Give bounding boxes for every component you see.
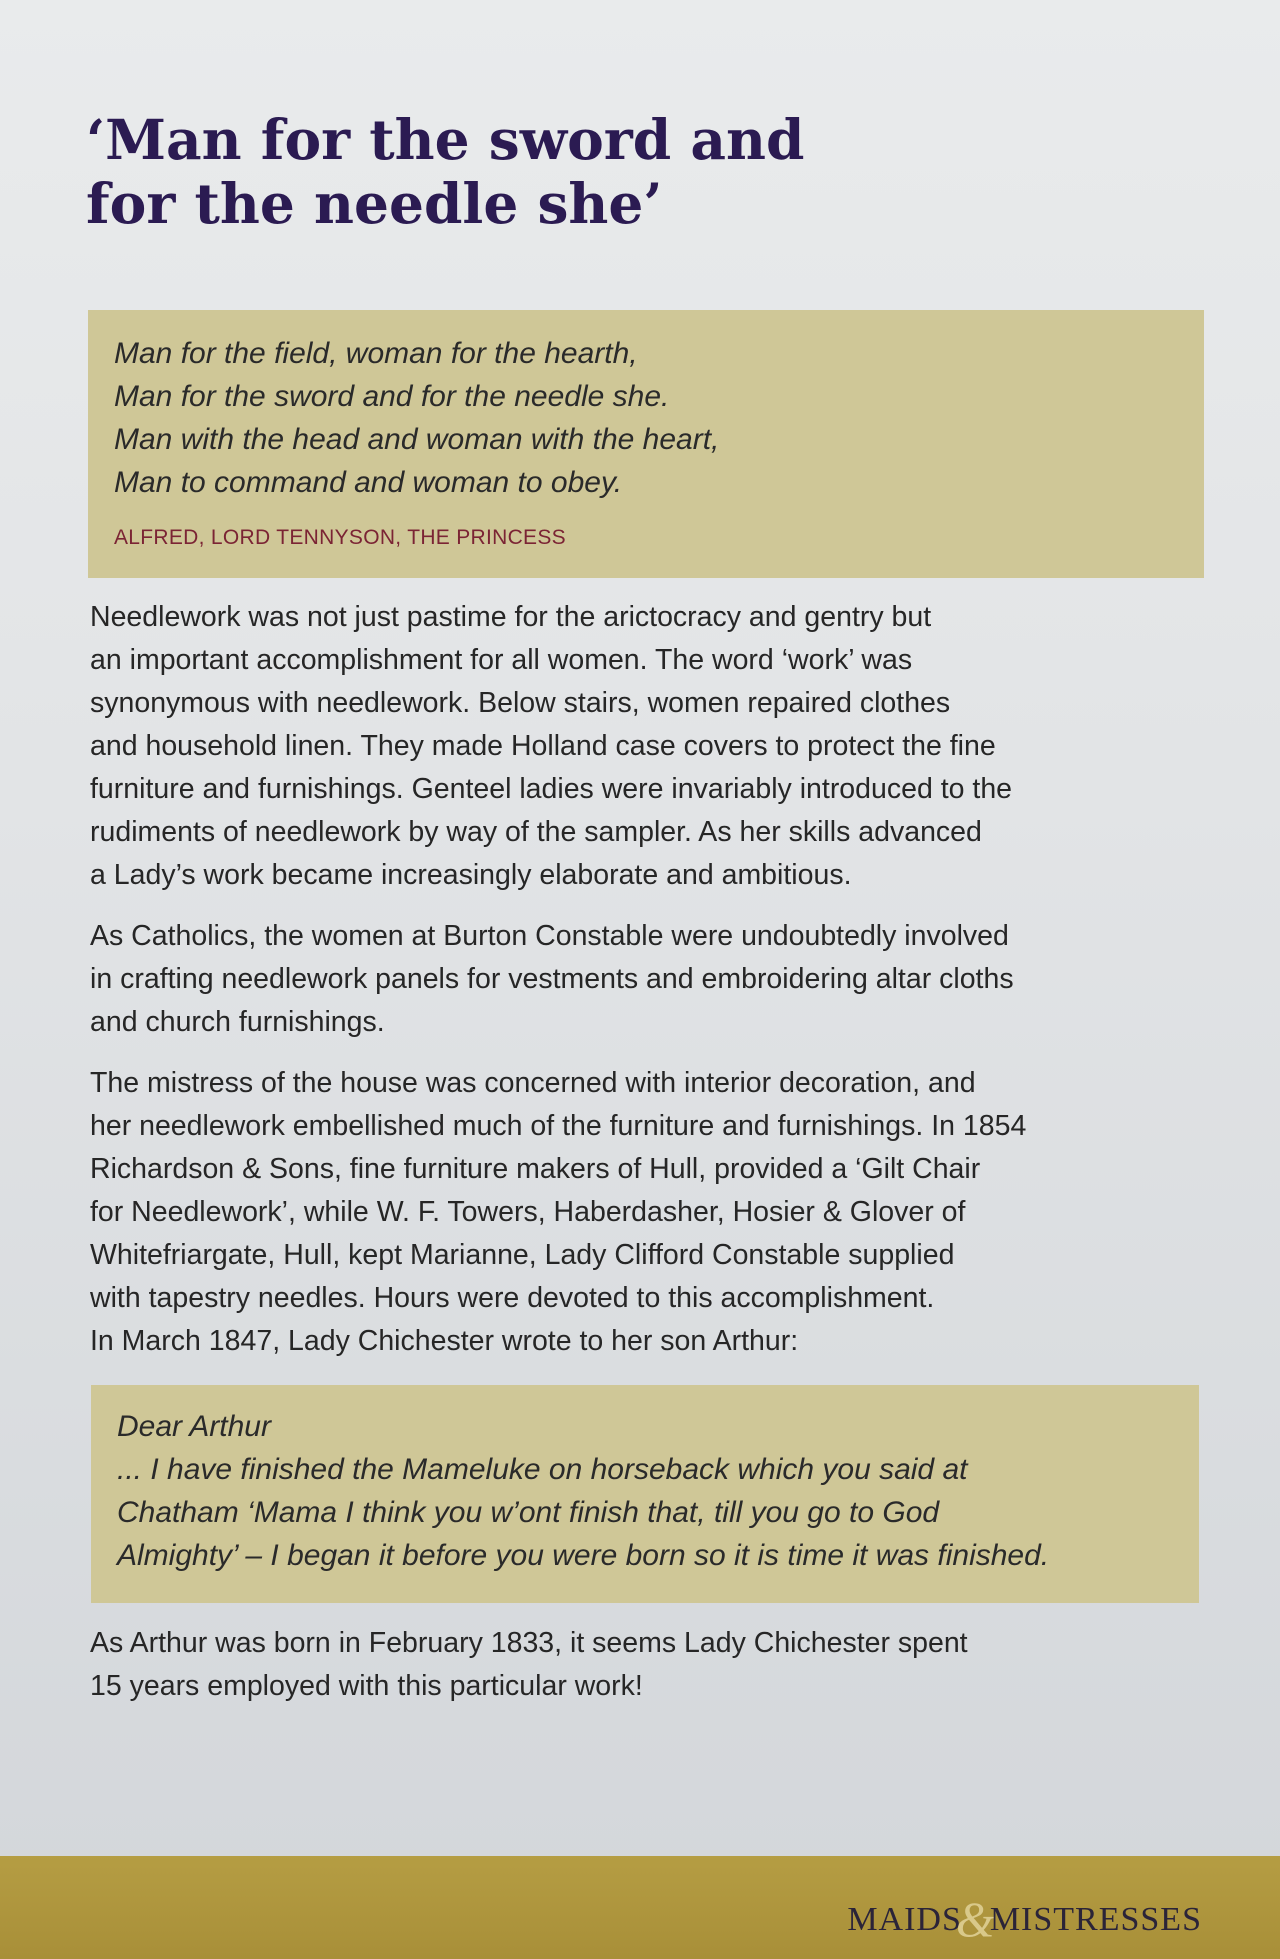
verse-attribution: ALFRED, LORD TENNYSON, THE PRINCESS bbox=[114, 526, 566, 549]
verse-line: Man for the field, woman for the hearth, bbox=[114, 337, 638, 370]
paragraph-line: synonymous with needlework. Below stairs, women repaired clothes bbox=[90, 687, 951, 719]
paragraph-line: and church furnishings. bbox=[90, 1006, 385, 1038]
paragraph-line: As Arthur was born in February 1833, it seems Lady Chichester spent bbox=[90, 1627, 968, 1659]
paragraph-line: Whitefriargate, Hull, kept Marianne, Lady Clifford Constable supplied bbox=[90, 1239, 955, 1271]
paragraph-line: her needlework embellished much of the furniture and furnishings. In 1854 bbox=[90, 1110, 1027, 1142]
paragraph-line: The mistress of the house was concerned with interior decoration, and bbox=[90, 1067, 976, 1099]
letter-line: Chatham ‘Mama I think you w’ont finish that, till you go to God bbox=[117, 1496, 940, 1529]
paragraph-line: with tapestry needles. Hours were devoted to this accomplishment. bbox=[90, 1282, 935, 1314]
exhibition-logo bbox=[847, 1890, 1202, 1948]
letter-line: ... I have finished the Mameluke on horseback which you said at bbox=[117, 1453, 968, 1486]
paragraph-line: As Catholics, the women at Burton Constable were undoubtedly involved bbox=[90, 920, 1009, 952]
paragraph-line: Richardson & Sons, fine furniture makers of Hull, provided a ‘Gilt Chair bbox=[90, 1153, 981, 1185]
paragraph-line: a Lady’s work became increasingly elaborate and ambitious. bbox=[90, 859, 852, 891]
logo-word-maids: MAIDS bbox=[847, 1901, 962, 1938]
logo-ampersand: & bbox=[955, 1891, 996, 1947]
paragraph-conclusion bbox=[90, 1622, 968, 1708]
verse-line: Man with the head and woman with the heart, bbox=[114, 423, 720, 456]
paragraph-line: In March 1847, Lady Chichester wrote to her son Arthur: bbox=[90, 1325, 799, 1357]
paragraph-line: furniture and furnishings. Genteel ladies were invariably introduced to the bbox=[90, 773, 1013, 805]
letter-quote-box bbox=[91, 1385, 1199, 1603]
verse-line: Man to command and woman to obey. bbox=[114, 466, 623, 499]
verse-line: Man for the sword and for the needle she. bbox=[114, 380, 670, 413]
paragraph-catholics bbox=[90, 915, 1014, 1044]
verse-quote-box bbox=[88, 310, 1204, 578]
paragraph-line: Needlework was not just pastime for the arictocracy and gentry but bbox=[90, 601, 932, 633]
paragraph-needlework bbox=[90, 596, 1012, 897]
paragraph-line: in crafting needlework panels for vestments and embroidering altar cloths bbox=[90, 963, 1014, 995]
letter-greeting: Dear Arthur bbox=[117, 1410, 271, 1443]
paragraph-line: an important accomplishment for all women. The word ‘work’ was bbox=[90, 644, 913, 676]
letter-line: Almighty’ – I began it before you were born so it is time it was finished. bbox=[117, 1539, 1050, 1572]
paragraph-line: and household linen. They made Holland case covers to protect the fine bbox=[90, 730, 996, 762]
title-line-2: for the needle she’ bbox=[86, 171, 663, 236]
logo-word-mistresses: MISTRESSES bbox=[989, 1901, 1202, 1938]
page-title bbox=[86, 108, 1086, 236]
paragraph-line: rudiments of needlework by way of the sampler. As her skills advanced bbox=[90, 816, 982, 848]
title-line-1: ‘Man for the sword and bbox=[86, 107, 805, 172]
paragraph-line: for Needlework’, while W. F. Towers, Haberdasher, Hosier & Glover of bbox=[90, 1196, 966, 1228]
paragraph-line: 15 years employed with this particular work! bbox=[90, 1670, 643, 1702]
paragraph-mistress bbox=[90, 1062, 1026, 1363]
